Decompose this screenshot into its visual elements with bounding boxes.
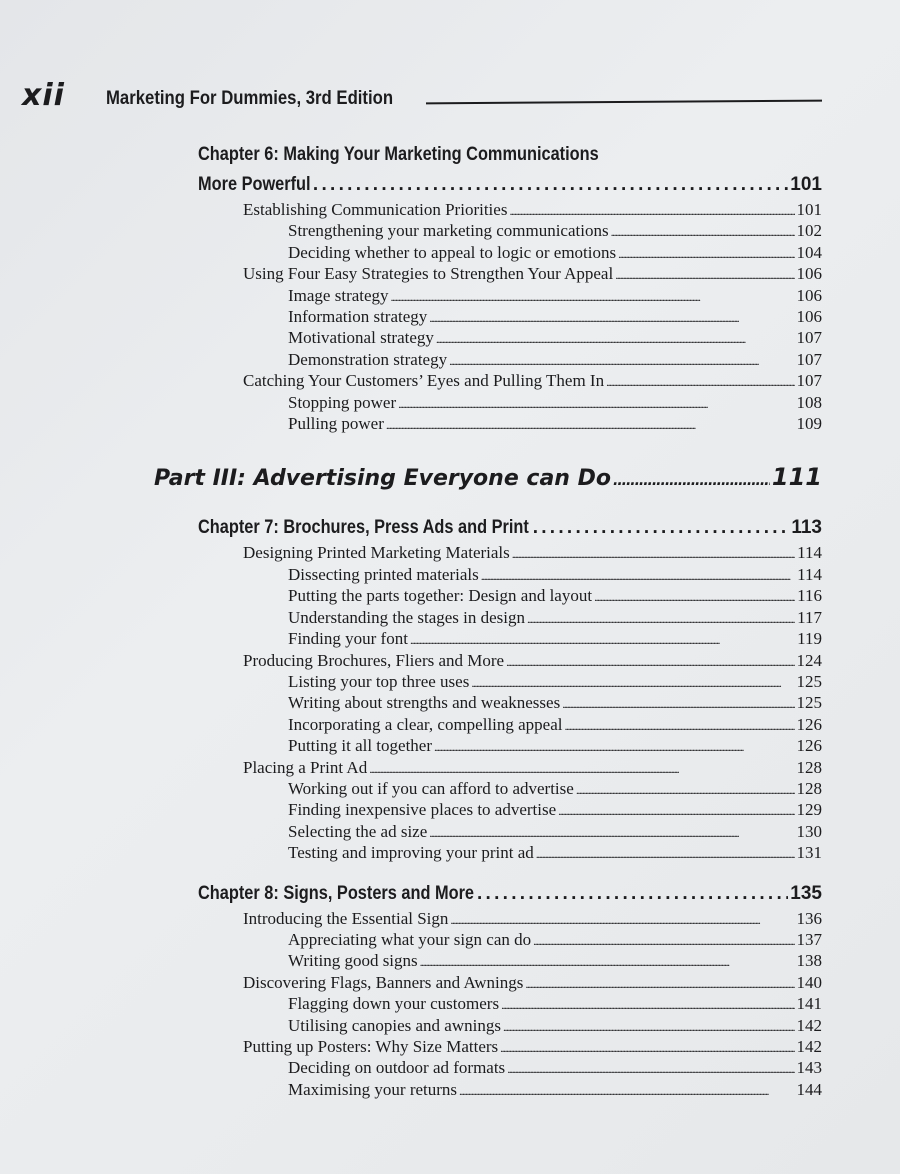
- toc-subsection-entry: [198, 1058, 822, 1079]
- chapter-title: Chapter 7: Brochures, Press Ads and Print: [198, 517, 529, 539]
- dot-leader: [536, 844, 795, 864]
- entry-label: Motivational strategy: [288, 328, 434, 348]
- entry-page-number: 119: [797, 629, 822, 649]
- dot-leader: [481, 566, 795, 586]
- toc-subsection-entry: [198, 800, 822, 821]
- chapter-page-number: 101: [790, 174, 822, 195]
- entry-label: Establishing Communication Priorities: [243, 200, 508, 219]
- entry-label: Appreciating what your sign can do: [288, 929, 532, 949]
- entry-label: Maximising your returns: [288, 1079, 458, 1099]
- dot-leader: [386, 415, 795, 435]
- header-rule: [426, 100, 822, 105]
- chapter-heading-7: [198, 513, 822, 543]
- toc-subsection-entry: [198, 930, 822, 951]
- entry-label: Understanding the stages in design: [288, 607, 526, 627]
- entry-label: Demonstration strategy: [288, 349, 448, 369]
- entry-label: Image strategy: [288, 285, 389, 305]
- entry-label: Putting the parts together: Design and layout: [288, 586, 593, 606]
- entry-page-number: 136: [796, 908, 822, 928]
- dot-leader: [436, 329, 795, 349]
- dot-leader: [391, 287, 795, 307]
- dot-leader: [558, 801, 794, 821]
- toc-subsection-entry: [198, 586, 822, 607]
- toc-section-entry: [198, 200, 822, 221]
- toc-subsection-entry: [198, 715, 822, 736]
- entry-page-number: 128: [796, 778, 822, 798]
- entry-label: Using Four Easy Strategies to Strengthen Your Appeal: [243, 264, 614, 284]
- entry-page-number: 109: [796, 414, 822, 434]
- entry-page-number: 138: [796, 951, 822, 971]
- toc-subsection-entry: [198, 672, 822, 693]
- toc-subsection-entry: [198, 843, 822, 864]
- entry-page-number: 137: [796, 929, 822, 949]
- toc-subsection-entry: [198, 779, 822, 800]
- entry-page-number: 107: [796, 328, 822, 348]
- entry-page-number: 140: [796, 972, 822, 992]
- toc-subsection-entry: [198, 393, 822, 414]
- dot-leader: [506, 652, 794, 672]
- entry-label: Finding your font: [288, 629, 408, 649]
- dot-leader: [434, 737, 794, 757]
- dot-leader: [525, 974, 794, 994]
- toc-subsection-entry: [198, 994, 822, 1015]
- entry-page-number: 124: [796, 650, 822, 670]
- dot-leader: [429, 823, 794, 843]
- toc-section-entry: [198, 543, 822, 564]
- dot-leader: [459, 1081, 794, 1101]
- dot-leader: [594, 587, 795, 607]
- toc-subsection-entry: [198, 822, 822, 843]
- toc-subsection-entry: [198, 221, 822, 242]
- dot-leader: [477, 879, 788, 909]
- entry-label: Utilising canopies and awnings: [288, 1015, 501, 1035]
- entry-page-number: 131: [796, 843, 822, 863]
- dot-leader: [369, 759, 794, 779]
- chapter-page-number: 113: [791, 517, 822, 539]
- entry-label: Deciding whether to appeal to logic or emotions: [288, 242, 617, 262]
- entry-page-number: 116: [797, 586, 822, 606]
- toc-subsection-entry: [198, 565, 822, 586]
- entry-label: Introducing the Essential Sign: [243, 908, 449, 928]
- entry-label: Dissecting printed materials: [288, 564, 479, 584]
- toc-section-entry: [198, 371, 822, 392]
- entry-label: Putting it all together: [288, 736, 433, 756]
- entry-page-number: 117: [797, 607, 822, 627]
- entry-page-number: 114: [797, 564, 822, 584]
- chapter-title-line2: More Powerful: [198, 174, 311, 195]
- dot-leader: [503, 1017, 795, 1037]
- entry-page-number: 106: [796, 285, 822, 305]
- entry-page-number: 142: [796, 1015, 822, 1035]
- chapter-8-entries: [198, 909, 822, 1102]
- dot-leader: [533, 931, 794, 951]
- toc-subsection-entry: [198, 307, 822, 328]
- entry-label: Placing a Print Ad: [243, 757, 368, 777]
- entry-page-number: 125: [796, 671, 822, 691]
- toc-subsection-entry: [198, 1016, 822, 1037]
- dot-leader: [611, 222, 795, 242]
- entry-label: Pulling power: [288, 414, 384, 434]
- entry-label: Strengthening your marketing communications: [288, 221, 609, 241]
- dot-leader: [398, 394, 794, 414]
- entry-label: Listing your top three uses: [288, 671, 470, 691]
- part-title: Part III: Advertising Everyone can Do: [154, 466, 611, 492]
- dot-leader: [429, 308, 794, 328]
- dot-leader: [565, 716, 795, 736]
- entry-label: Writing about strengths and weaknesses: [288, 693, 561, 713]
- entry-label: Incorporating a clear, compelling appeal: [288, 714, 563, 734]
- chapter-7-entries: [198, 543, 822, 864]
- toc-subsection-entry: [198, 350, 822, 371]
- running-title: Marketing For Dummies, 3rd Edition: [106, 88, 394, 109]
- toc-section-entry: [198, 973, 822, 994]
- entry-page-number: 104: [796, 242, 822, 262]
- toc-section-entry: [198, 1037, 822, 1058]
- dot-leader: [313, 170, 788, 200]
- chapter-page-number: 135: [790, 882, 822, 904]
- entry-page-number: 141: [796, 994, 822, 1014]
- toc-section-entry: [198, 651, 822, 672]
- entry-page-number: 126: [796, 714, 822, 734]
- page-number-folio: xii: [22, 78, 65, 113]
- entry-page-number: 102: [796, 221, 822, 241]
- toc-subsection-entry: [198, 1080, 822, 1101]
- toc-subsection-entry: [198, 243, 822, 264]
- entry-page-number: 106: [796, 307, 822, 327]
- entry-label: Flagging down your customers: [288, 994, 500, 1014]
- entry-label: Finding inexpensive places to advertise: [288, 800, 557, 820]
- entry-page-number: 106: [796, 264, 822, 284]
- entry-label: Designing Printed Marketing Materials: [243, 543, 510, 563]
- entry-page-number: 125: [796, 693, 822, 713]
- chapter-title: Chapter 8: Signs, Posters and More: [198, 882, 475, 904]
- dot-leader: [471, 673, 794, 693]
- entry-label: Deciding on outdoor ad formats: [288, 1058, 506, 1078]
- dot-leader: [410, 630, 795, 650]
- toc-section-entry: [198, 758, 822, 779]
- entry-page-number: 128: [796, 757, 822, 777]
- dot-leader: [576, 780, 795, 800]
- toc-subsection-entry: [198, 629, 822, 650]
- entry-label: Selecting the ad size: [288, 821, 428, 841]
- dot-leader: [562, 694, 794, 714]
- dot-leader: [606, 372, 794, 392]
- chapter-6-entries: [198, 200, 822, 435]
- dot-leader: [500, 1038, 794, 1058]
- entry-label: Working out if you can afford to advertise: [288, 778, 574, 798]
- entry-label: Putting up Posters: Why Size Matters: [243, 1037, 499, 1056]
- entry-page-number: 142: [796, 1037, 822, 1056]
- dot-leader: [615, 265, 794, 285]
- entry-page-number: 114: [797, 543, 822, 563]
- entry-label: Producing Brochures, Fliers and More: [243, 650, 505, 670]
- toc-subsection-entry: [198, 736, 822, 757]
- entry-page-number: 143: [796, 1058, 822, 1078]
- part-page-number: 111: [771, 463, 822, 492]
- toc-subsection-entry: [198, 693, 822, 714]
- dot-leader: [501, 995, 794, 1015]
- toc-section-entry: [198, 909, 822, 930]
- entry-label: Stopping power: [288, 392, 397, 412]
- entry-label: Catching Your Customers’ Eyes and Pulling Them In: [243, 371, 605, 391]
- entry-page-number: 129: [796, 800, 822, 820]
- entry-page-number: 126: [796, 736, 822, 756]
- dot-leader: [420, 952, 795, 972]
- dot-leader: [533, 513, 790, 543]
- toc-subsection-entry: [198, 286, 822, 307]
- dot-leader: [613, 463, 770, 499]
- entry-label: Discovering Flags, Banners and Awnings: [243, 972, 524, 992]
- entry-page-number: 107: [796, 371, 822, 391]
- entry-page-number: 130: [796, 821, 822, 841]
- dot-leader: [507, 1059, 794, 1079]
- entry-page-number: 108: [796, 392, 822, 412]
- toc-subsection-entry: [198, 951, 822, 972]
- entry-page-number: 101: [796, 200, 822, 219]
- entry-label: Information strategy: [288, 307, 428, 327]
- dot-leader: [450, 910, 794, 930]
- part-heading-3: [154, 459, 822, 499]
- toc-subsection-entry: [198, 414, 822, 435]
- toc-subsection-entry: [198, 328, 822, 349]
- dot-leader: [512, 544, 795, 564]
- entry-label: Testing and improving your print ad: [288, 843, 534, 863]
- entry-page-number: 107: [796, 349, 822, 369]
- toc-subsection-entry: [198, 608, 822, 629]
- entry-page-number: 144: [796, 1079, 822, 1099]
- chapter-heading-6: [198, 140, 822, 200]
- page-header: [22, 78, 822, 114]
- chapter-heading-8: [198, 879, 822, 909]
- dot-leader: [618, 244, 794, 264]
- dot-leader: [449, 351, 794, 371]
- entry-label: Writing good signs: [288, 951, 418, 971]
- dot-leader: [509, 201, 794, 221]
- chapter-title-line1: Chapter 6: Making Your Marketing Communications: [198, 144, 599, 165]
- dot-leader: [527, 609, 795, 629]
- table-of-contents: [154, 140, 822, 1101]
- toc-section-entry: [198, 264, 822, 285]
